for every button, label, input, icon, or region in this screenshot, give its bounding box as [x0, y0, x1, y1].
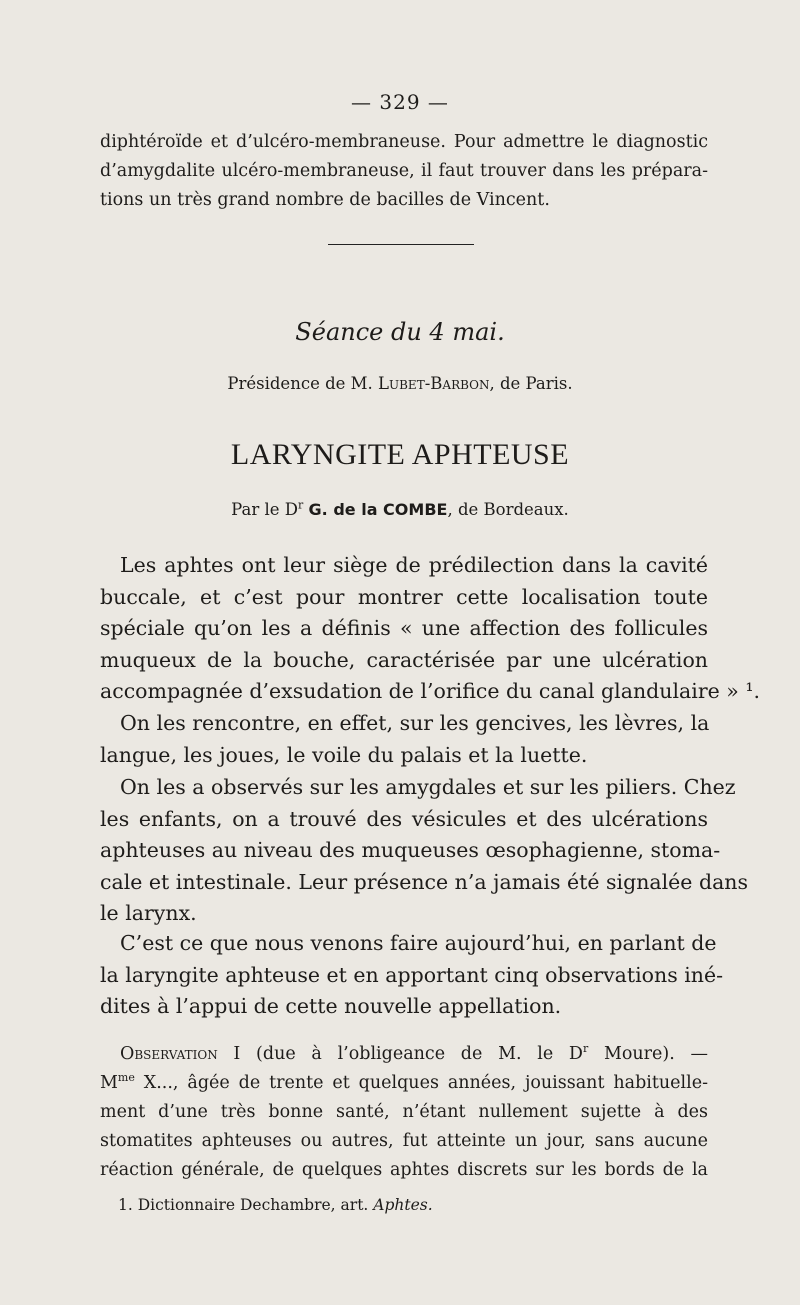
- text-line: [100, 1069, 708, 1098]
- text-line: spéciale qu’on les a définis « une affection des follicules: [100, 616, 708, 640]
- text-line: stomatites aphteuses ou autres, fut atteinte un jour, sans aucune: [100, 1131, 708, 1151]
- observation-sup: r: [582, 1042, 589, 1056]
- body-paragraph-2: [100, 708, 708, 771]
- text-line: cale et intestinale. Leur présence n’a jamais été signalée dans: [100, 869, 749, 894]
- text-line: le larynx.: [100, 901, 197, 925]
- text-line: diphtéroïde et d’ulcéro-membraneuse. Pour admettre le diagnostic: [100, 132, 708, 152]
- text-line: langue, les joues, le voile du palais et la luette.: [100, 742, 588, 767]
- text-line: accompagnée d’exsudation de l’orifice du canal glandulaire » ¹.: [100, 679, 761, 703]
- author-line: [0, 500, 800, 519]
- page-number: — 329 —: [351, 90, 449, 114]
- author-sup: r: [298, 498, 304, 512]
- section-divider: [328, 244, 474, 245]
- presidence-suffix: , de Paris.: [489, 374, 573, 393]
- presidence-prefix: Présidence de M.: [227, 374, 373, 393]
- footnote-number: 1.: [118, 1196, 133, 1214]
- presidence-line: [0, 374, 800, 393]
- article-title: LARYNGITE APHTEUSE: [230, 438, 570, 471]
- text-line: dites à l’appui de cette nouvelle appellation.: [100, 994, 562, 1018]
- observation-text: M: [100, 1073, 118, 1093]
- text-line: les enfants, on a trouvé des vésicules et des ulcérations: [100, 806, 708, 831]
- text-line: réaction générale, de quelques aphtes discrets sur les bords de la: [100, 1160, 708, 1180]
- text-line: ment d’une très bonne santé, n’étant nullement sujette à des: [100, 1102, 708, 1122]
- author-suffix: , de Bordeaux.: [447, 500, 569, 519]
- observation-label: Observation: [120, 1044, 218, 1064]
- body-paragraph-1: [100, 550, 761, 708]
- text-line: On les rencontre, en effet, sur les gencives, les lèvres, la: [120, 711, 710, 735]
- text-line: tions un très grand nombre de bacilles de Vincent.: [100, 190, 550, 210]
- text-line: C’est ce que nous venons faire aujourd’hui, en parlant de: [120, 931, 717, 955]
- observation-text: Moure). —: [588, 1044, 709, 1064]
- footnote: [118, 1196, 433, 1214]
- observation-sup: me: [117, 1071, 135, 1085]
- body-paragraph-4: [100, 928, 724, 1023]
- text-line: d’amygdalite ulcéro-membraneuse, il faut trouver dans les prépara-: [100, 161, 708, 181]
- text-line: Les aphtes ont leur siège de prédilection dans la cavité: [120, 553, 708, 577]
- text-line: [100, 1040, 708, 1069]
- observation-text: I (due à l’obligeance de M. le D: [217, 1044, 583, 1064]
- footnote-text: Dictionnaire Dechambre, art.: [132, 1196, 374, 1214]
- body-paragraph-3: [100, 772, 749, 930]
- intro-paragraph: [100, 128, 708, 215]
- observation-paragraph: [100, 1040, 708, 1185]
- text-line: buccale, et c’est pour montrer cette localisation toute: [100, 584, 708, 609]
- author-name: G. de la COMBE: [308, 500, 448, 519]
- president-name: Lubet-Barbon: [378, 374, 490, 393]
- observation-text: X..., âgée de trente et quelques années, jouissant habituelle-: [134, 1073, 708, 1093]
- footnote-italic: Aphtes.: [373, 1196, 433, 1214]
- text-line: la laryngite aphteuse et en apportant cinq observations iné-: [100, 962, 724, 987]
- author-prefix: Par le D: [231, 500, 299, 519]
- session-title: Séance du 4 mai.: [295, 318, 505, 346]
- text-line: muqueux de la bouche, caractérisée par une ulcération: [100, 647, 708, 672]
- text-line: On les a observés sur les amygdales et sur les piliers. Chez: [120, 775, 736, 799]
- text-line: aphteuses au niveau des muqueuses œsophagienne, stoma-: [100, 838, 721, 862]
